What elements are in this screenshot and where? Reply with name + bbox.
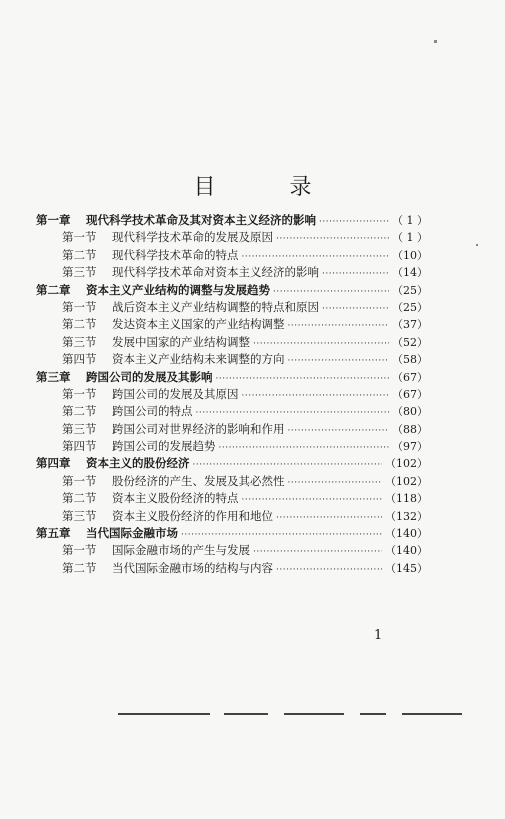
toc-entry-page: （52）	[392, 335, 428, 349]
table-of-contents	[36, 212, 428, 577]
toc-entry-label: 第三节	[62, 421, 97, 436]
toc-entry-label: 第五章	[36, 526, 71, 541]
toc-section-row	[36, 386, 428, 403]
toc-entry-label: 第一章	[36, 213, 71, 227]
toc-entry-title: 跨国公司的发展趋势	[112, 439, 216, 454]
toc-entry-label: 第一节	[62, 299, 97, 314]
toc-dot-leader	[288, 318, 390, 335]
toc-entry-label: 第四章	[36, 456, 71, 471]
toc-entry-title: 资本主义股份经济的作用和地位	[112, 508, 273, 523]
page-title: 目 录	[193, 175, 338, 200]
toc-entry-label: 第二节	[62, 560, 97, 575]
scan-edge-line	[284, 713, 344, 715]
toc-entry-label: 第一节	[62, 473, 97, 488]
toc-entry-label: 第一节	[62, 386, 97, 401]
toc-entry-label: 第三节	[62, 334, 97, 349]
toc-dot-leader	[276, 510, 382, 527]
toc-entry-page: （67）	[392, 387, 428, 401]
scan-edge-line	[402, 713, 462, 715]
toc-dot-leader	[216, 371, 390, 388]
toc-entry-title: 跨国公司对世界经济的影响和作用	[112, 421, 285, 436]
toc-entry-label: 第一节	[62, 543, 97, 558]
toc-section-row	[36, 316, 428, 333]
toc-section-row	[36, 247, 428, 264]
toc-entry-label: 第三节	[62, 265, 97, 280]
toc-entry-label: 第二节	[62, 404, 97, 419]
toc-section-row	[36, 560, 428, 577]
toc-entry-title: 现代科学技术革命及其对资本主义经济的影响	[86, 213, 316, 227]
toc-entry-page: （132）	[385, 509, 428, 523]
toc-entry-label: 第三章	[36, 369, 71, 384]
toc-entry-title: 现代科学技术革命的特点	[112, 247, 239, 262]
toc-dot-leader	[322, 301, 389, 318]
toc-entry-page: （140）	[385, 544, 428, 558]
toc-dot-leader	[276, 562, 382, 579]
toc-entry-page: （97）	[392, 440, 428, 454]
toc-entry-page: （88）	[392, 422, 428, 436]
toc-entry-page: （10）	[392, 248, 428, 262]
toc-entry-label: 第二章	[36, 282, 71, 297]
toc-entry-title: 股份经济的产生、发展及其必然性	[112, 473, 285, 488]
toc-entry-title: 资本主义产业结构未来调整的方向	[112, 352, 285, 367]
toc-entry-title: 战后资本主义产业结构调整的特点和原因	[112, 299, 319, 314]
toc-entry-page: （25）	[392, 300, 428, 314]
toc-entry-title: 跨国公司的发展及其影响	[86, 369, 213, 384]
toc-section-row	[36, 264, 428, 281]
toc-entry-page: （80）	[392, 405, 428, 419]
toc-entry-title: 资本主义股份经济的特点	[112, 491, 239, 506]
scan-speck	[476, 244, 478, 246]
toc-section-row	[36, 438, 428, 455]
scan-speck	[434, 40, 437, 43]
toc-section-row	[36, 508, 428, 525]
scan-edge-line	[118, 713, 210, 715]
toc-entry-label: 第二节	[62, 247, 97, 262]
toc-section-row	[36, 421, 428, 438]
toc-dot-leader	[288, 353, 390, 370]
toc-dot-leader	[242, 388, 390, 405]
toc-entry-title: 现代科学技术革命的发展及原因	[112, 230, 273, 245]
scan-edge-line	[360, 713, 386, 715]
toc-entry-title: 当代国际金融市场的结构与内容	[112, 560, 273, 575]
toc-entry-label: 第一节	[62, 230, 97, 245]
toc-chapter-row	[36, 212, 428, 229]
toc-entry-page: （14）	[392, 266, 428, 280]
toc-entry-page: （58）	[392, 353, 428, 367]
toc-entry-page: （118）	[385, 492, 428, 506]
toc-entry-page: （ 1 ）	[392, 214, 428, 227]
toc-chapter-row	[36, 525, 428, 542]
toc-dot-leader	[288, 475, 383, 492]
toc-entry-label: 第二节	[62, 491, 97, 506]
toc-section-row	[36, 403, 428, 420]
toc-entry-title: 发达资本主义国家的产业结构调整	[112, 317, 285, 332]
toc-entry-page: （ 1 ）	[392, 231, 428, 245]
toc-section-row	[36, 490, 428, 507]
toc-section-row	[36, 542, 428, 559]
toc-entry-page: （102）	[385, 474, 428, 488]
toc-dot-leader	[319, 214, 389, 231]
toc-chapter-row	[36, 455, 428, 472]
toc-section-row	[36, 334, 428, 351]
toc-entry-label: 第二节	[62, 317, 97, 332]
toc-entry-page: （102）	[385, 457, 428, 471]
toc-section-row	[36, 351, 428, 368]
page-number: 1	[374, 628, 383, 643]
toc-entry-page: （67）	[392, 370, 428, 384]
toc-section-row	[36, 473, 428, 490]
toc-entry-page: （145）	[385, 561, 428, 575]
scan-edge-line	[224, 713, 268, 715]
toc-entry-title: 当代国际金融市场	[86, 526, 178, 541]
toc-entry-label: 第四节	[62, 352, 97, 367]
toc-dot-leader	[288, 423, 390, 440]
toc-entry-page: （25）	[392, 283, 428, 297]
toc-entry-page: （37）	[392, 318, 428, 332]
toc-section-row	[36, 299, 428, 316]
toc-section-row	[36, 229, 428, 246]
toc-chapter-row	[36, 369, 428, 386]
toc-chapter-row	[36, 282, 428, 299]
toc-entry-title: 跨国公司的发展及其原因	[112, 386, 239, 401]
toc-entry-page: （140）	[385, 527, 428, 541]
toc-dot-leader	[322, 266, 389, 283]
toc-entry-label: 第三节	[62, 508, 97, 523]
toc-entry-title: 跨国公司的特点	[112, 404, 193, 419]
toc-entry-label: 第四节	[62, 439, 97, 454]
toc-dot-leader	[219, 440, 390, 457]
toc-dot-leader	[276, 231, 389, 248]
toc-entry-title: 资本主义产业结构的调整与发展趋势	[86, 282, 270, 297]
toc-entry-title: 现代科学技术革命对资本主义经济的影响	[112, 265, 319, 280]
toc-entry-title: 国际金融市场的产生与发展	[112, 543, 250, 558]
toc-entry-title: 资本主义的股份经济	[86, 456, 190, 471]
toc-entry-title: 发展中国家的产业结构调整	[112, 334, 250, 349]
